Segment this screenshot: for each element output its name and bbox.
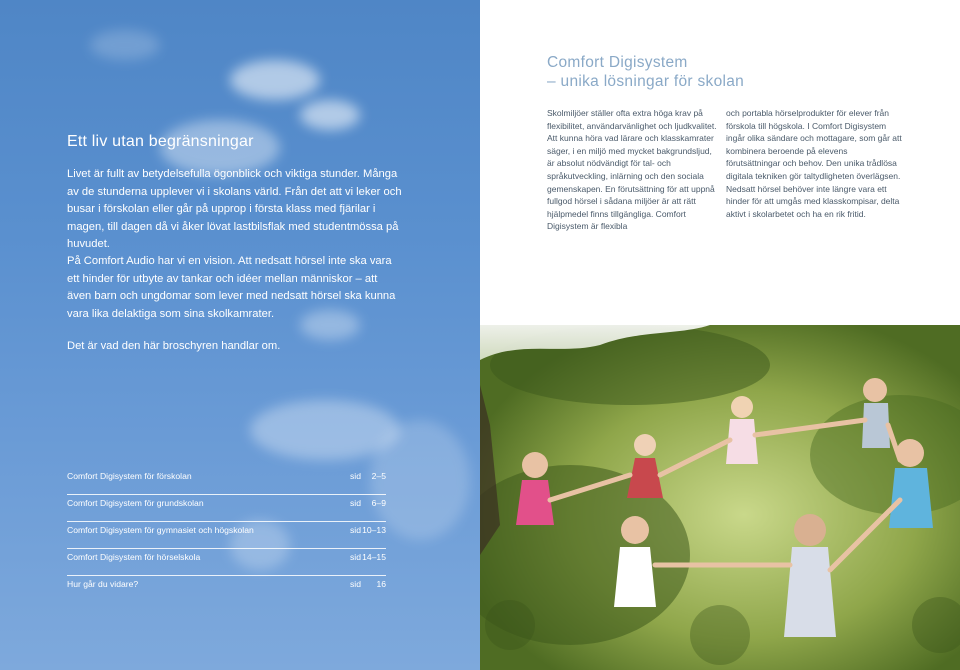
toc-sid: sid [350,579,361,589]
toc-label: Comfort Digisystem för grundskolan [67,498,204,508]
photo-illustration [480,325,960,670]
vision-paragraph: På Comfort Audio har vi en vision. Att nedsatt hörsel inte ska vara ett hinder för utbyte av tankar och idéer mellan människor – att även barn och ungdomar som lever med nedsatt hörsel ska kunna vara lika delaktiga som sina skolkamrater. [67,255,396,320]
toc-label: Hur går du vidare? [67,579,139,589]
cloud [230,60,320,100]
toc-label: Comfort Digisystem för gymnasiet och högskolan [67,525,254,535]
toc-sid: sid [350,471,361,481]
intro-paragraph: Livet är fullt av betydelsefulla ögonblick och viktiga stunder. Många av de stunderna upplever vi i skolans värld. Från det att vi leker och busar i förskolan eller går på upprop i första klass med fjärilar i magen, till dagen då vi åker lövat lastbilsflak med studentmössa på huvudet. [67,168,402,250]
table-of-contents [67,468,386,602]
toc-pages: 6–9 [371,498,386,508]
toc-sid: sid [350,525,361,535]
toc-sid: sid [350,498,361,508]
toc-row[interactable] [67,522,386,549]
toc-row[interactable] [67,495,386,522]
children-playing-photo [480,325,960,670]
body-column-2: och portabla hörselprodukter för elever från förskola till högskola. I Comfort Digisystem ingår olika sändare och mottagare, som går att kombinera beroende på elevens förutsättningar och behov. Den unika trådlösa digitala tekniken gör taltydligheten överlägsen. Nedsatt hörsel behöver inte längre vara ett hinder för att umgås med klasskompisar, delta aktivt i skolarbetet och ha en rik fritid. [726,108,902,219]
toc-pages: 10–13 [362,525,386,535]
about-line: Det är vad den här broschyren handlar om. [67,340,281,352]
page-title: Ett liv utan begränsningar [67,133,254,150]
cloud [90,30,160,60]
section-heading [547,53,744,91]
body-column-1: Skolmiljöer ställer ofta extra höga krav på flexibilitet, användarvänlighet och ljudkvalitet. Att kunna höra vad lärare och klasskamrater säger, i en miljö med mycket bakgrundsljud, är absolut nödvändigt för tal- och språkutveckling, inlärning och den sociala gemenskapen. En förutsättning för att uppnå fullgod hörsel i sådana miljöer är att rätt hjälpmedel finns tillgängliga. Comfort Digisystem är flexibla [547,108,717,232]
cloud [300,100,360,130]
toc-pages: 16 [376,579,386,589]
toc-row[interactable] [67,576,386,602]
heading-line-1: Comfort Digisystem [547,54,688,71]
toc-sid: sid [350,552,361,562]
toc-pages: 2–5 [371,471,386,481]
toc-row[interactable] [67,468,386,495]
toc-label: Comfort Digisystem för förskolan [67,471,192,481]
toc-pages: 14–15 [362,552,386,562]
right-page [480,0,960,670]
toc-row[interactable] [67,549,386,576]
heading-line-2: – unika lösningar för skolan [547,73,745,90]
toc-label: Comfort Digisystem för hörselskola [67,552,201,562]
